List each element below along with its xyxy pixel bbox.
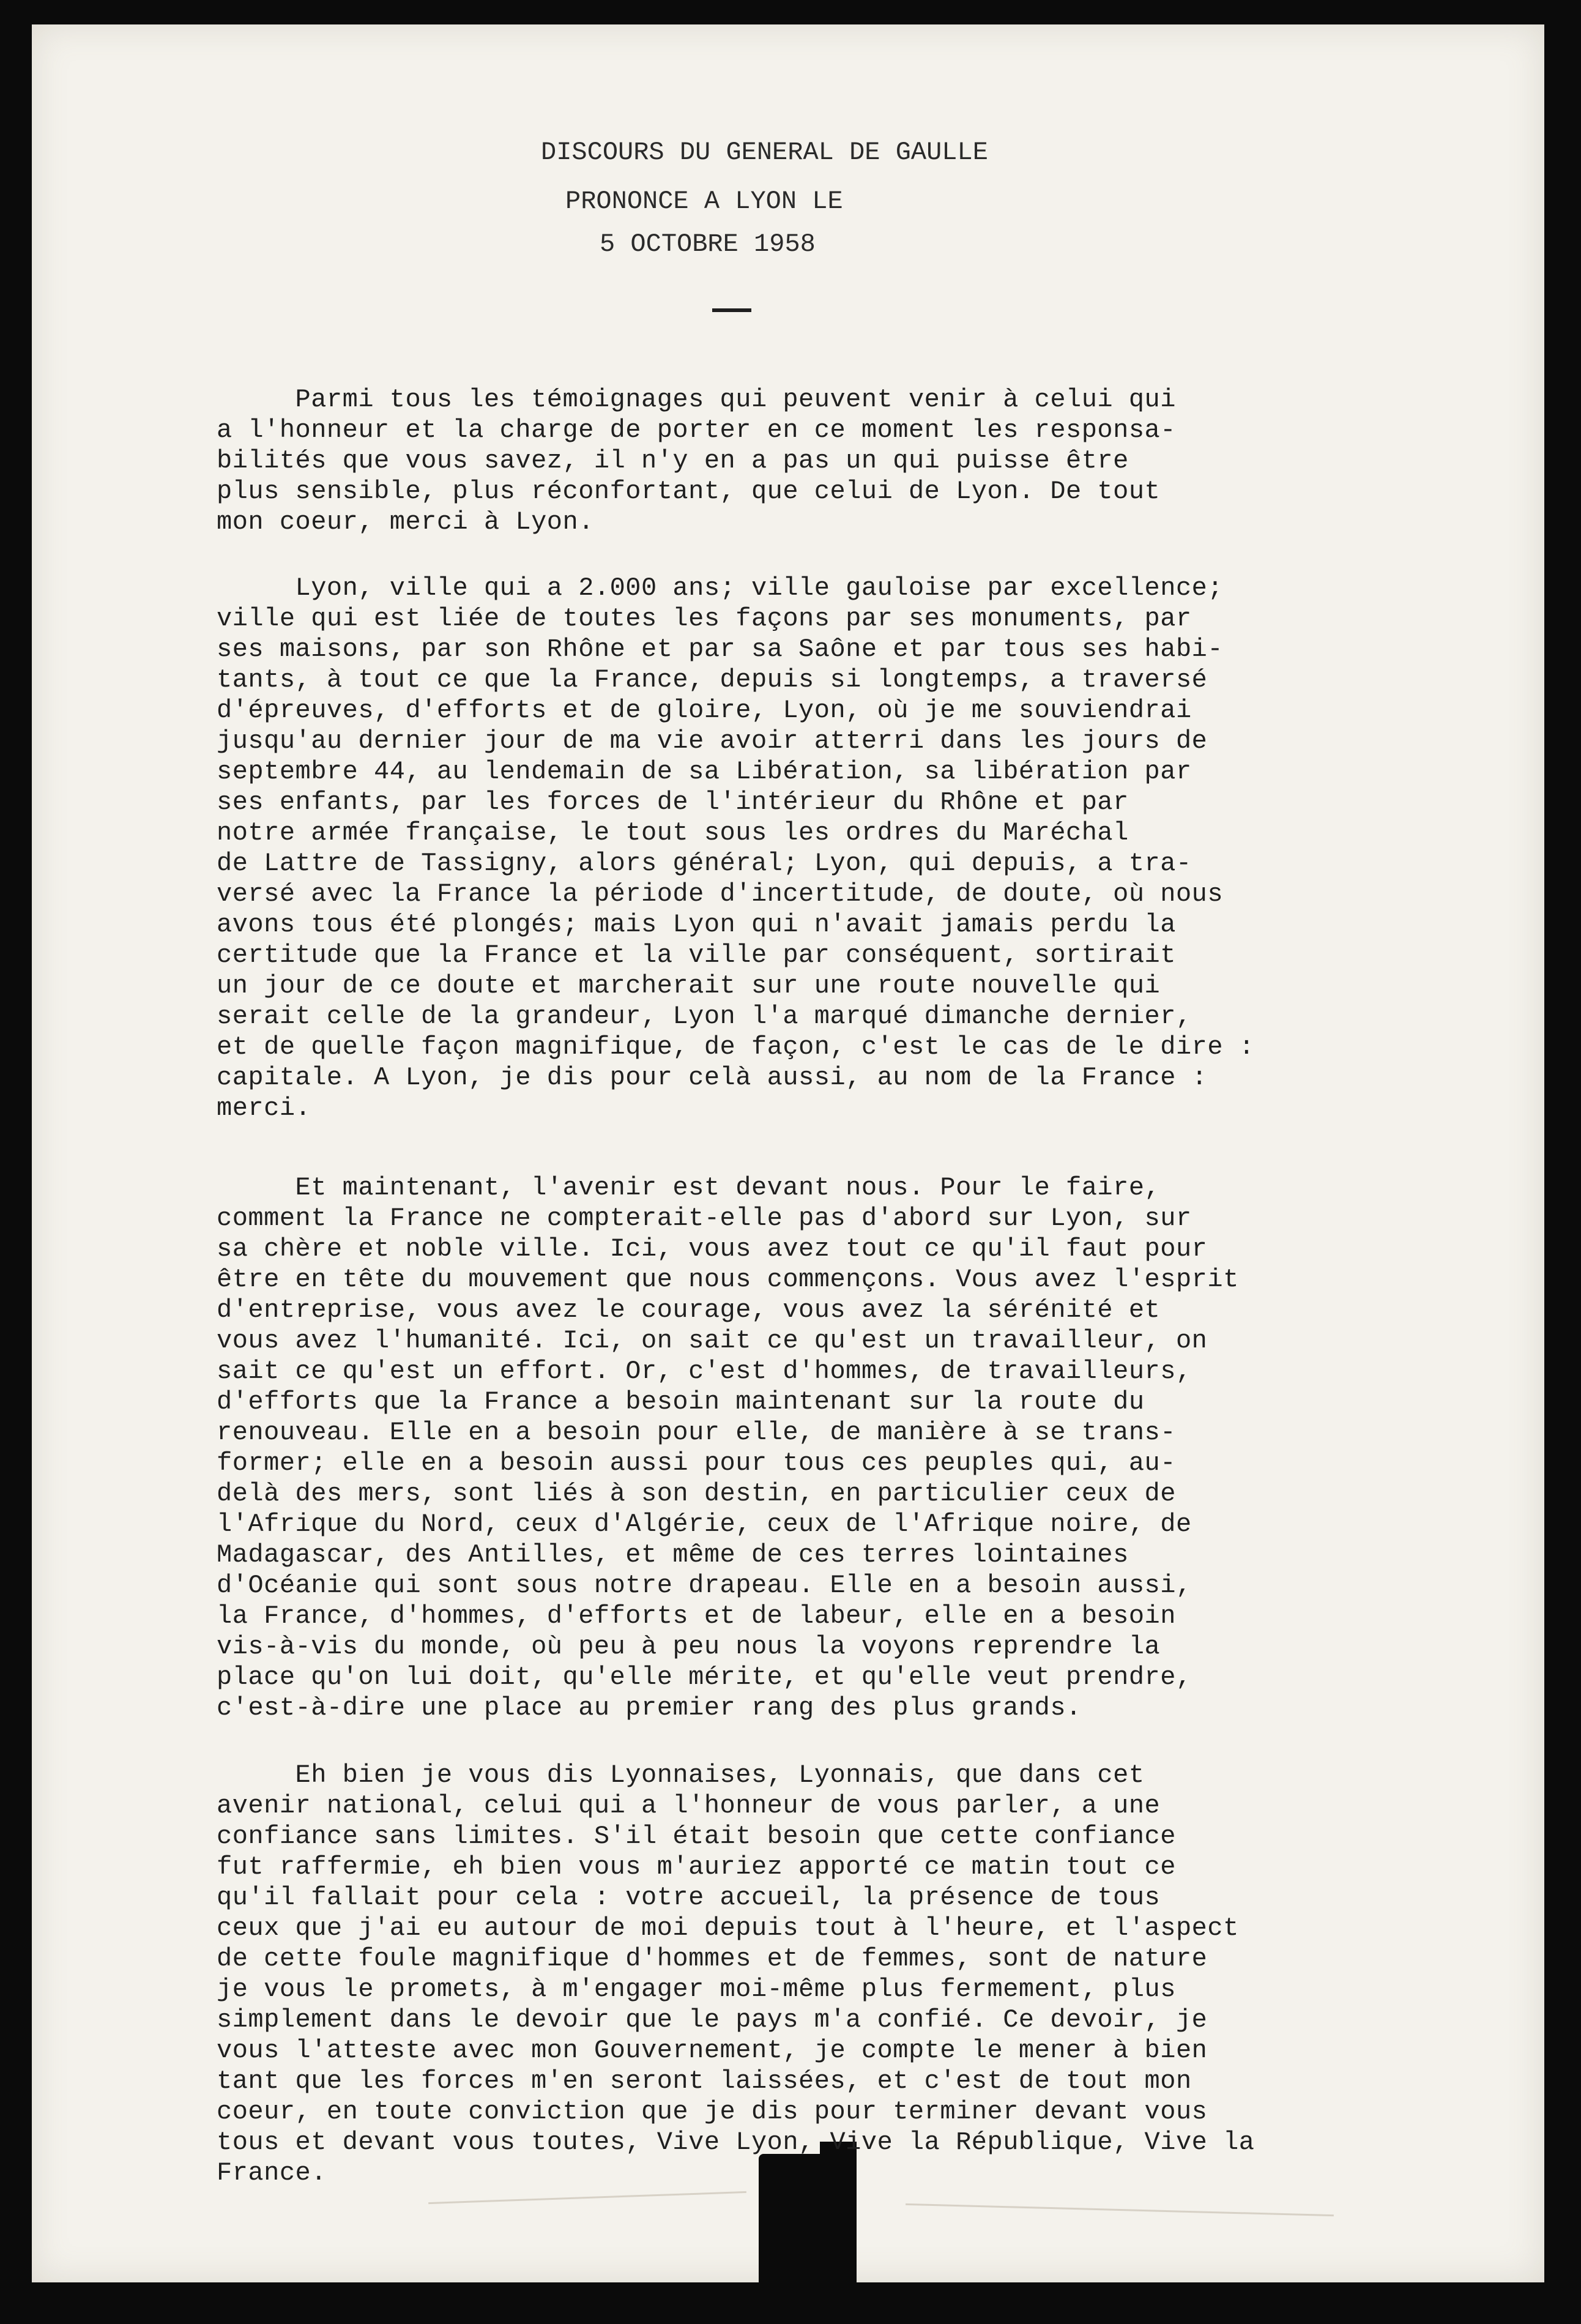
text-line: bilités que vous savez, il n'y en a pas un qui puisse être — [217, 446, 1129, 475]
text-line: ses enfants, par les forces de l'intérieur du Rhône et par — [217, 788, 1129, 817]
text-line: capitale. A Lyon, je dis pour celà aussi, au nom de la France : — [217, 1063, 1208, 1092]
header-line-3: 5 OCTOBRE 1958 — [600, 229, 816, 259]
text-line: sa chère et noble ville. Ici, vous avez tout ce qu'il faut pour — [217, 1234, 1208, 1264]
text-line: d'entreprise, vous avez le courage, vous avez la sérénité et — [217, 1295, 1161, 1325]
text-line: c'est-à-dire une place au premier rang des plus grands. — [217, 1693, 1082, 1723]
text-line: France. — [217, 2158, 327, 2188]
text-line: d'Océanie qui sont sous notre drapeau. Elle en a besoin aussi, — [217, 1571, 1192, 1600]
text-line: d'épreuves, d'efforts et de gloire, Lyon, où je me souviendrai — [217, 696, 1192, 725]
text-line: ses maisons, par son Rhône et par sa Saône et par tous ses habi- — [217, 635, 1224, 664]
header-line-1: DISCOURS DU GENERAL DE GAULLE — [541, 138, 988, 167]
text-line: vous l'atteste avec mon Gouvernement, je compte le mener à bien — [217, 2036, 1208, 2065]
paragraph-2 — [217, 573, 1254, 1123]
text-line: simplement dans le devoir que le pays m'a confié. Ce devoir, je — [217, 2005, 1208, 2035]
text-line: ceux que j'ai eu autour de moi depuis tout à l'heure, et l'aspect — [217, 1913, 1239, 1943]
text-line: notre armée française, le tout sous les ordres du Maréchal — [217, 818, 1129, 847]
text-line: un jour de ce doute et marcherait sur une route nouvelle qui — [217, 971, 1161, 1000]
text-line: Eh bien je vous dis Lyonnaises, Lyonnais, que dans cet — [217, 1760, 1145, 1790]
text-line: former; elle en a besoin aussi pour tous ces peuples qui, au- — [217, 1448, 1176, 1478]
text-line: place qu'on lui doit, qu'elle mérite, et qu'elle veut prendre, — [217, 1663, 1192, 1692]
header-dash — [712, 308, 751, 312]
text-line: de cette foule magnifique d'hommes et de femmes, sont de nature — [217, 1944, 1208, 1973]
header-line-2: PRONONCE A LYON LE — [565, 187, 843, 216]
text-line: a l'honneur et la charge de porter en ce moment les responsa- — [217, 415, 1176, 445]
text-line: merci. — [217, 1093, 311, 1123]
text-line: d'efforts que la France a besoin maintenant sur la route du — [217, 1387, 1145, 1417]
text-line: mon coeur, merci à Lyon. — [217, 507, 594, 537]
text-line: certitude que la France et la ville par conséquent, sortirait — [217, 940, 1176, 970]
text-line: avenir national, celui qui a l'honneur de vous parler, a une — [217, 1791, 1161, 1820]
text-line: tant que les forces m'en seront laissées, et c'est de tout mon — [217, 2066, 1192, 2096]
text-line: plus sensible, plus réconfortant, que celui de Lyon. De tout — [217, 477, 1161, 506]
paragraph-3 — [217, 1172, 1239, 1723]
text-line: septembre 44, au lendemain de sa Libération, sa libération par — [217, 757, 1192, 786]
text-line: Parmi tous les témoignages qui peuvent venir à celui qui — [217, 385, 1176, 414]
text-line: versé avec la France la période d'incertitude, de doute, où nous — [217, 879, 1224, 909]
text-line: delà des mers, sont liés à son destin, en particulier ceux de — [217, 1479, 1176, 1508]
text-line: avons tous été plongés; mais Lyon qui n'avait jamais perdu la — [217, 910, 1176, 939]
paragraph-1 — [217, 384, 1176, 537]
text-line: Madagascar, des Antilles, et même de ces terres lointaines — [217, 1540, 1129, 1570]
text-line: Lyon, ville qui a 2.000 ans; ville gauloise par excellence; — [217, 573, 1224, 603]
text-line: fut raffermie, eh bien vous m'auriez apporté ce matin tout ce — [217, 1852, 1176, 1882]
text-line: être en tête du mouvement que nous commençons. Vous avez l'esprit — [217, 1265, 1239, 1294]
text-line: l'Afrique du Nord, ceux d'Algérie, ceux de l'Afrique noire, de — [217, 1510, 1192, 1539]
text-line: tants, à tout ce que la France, depuis si longtemps, a traversé — [217, 665, 1208, 695]
text-line: vis-à-vis du monde, où peu à peu nous la voyons reprendre la — [217, 1632, 1161, 1661]
text-line: ville qui est liée de toutes les façons par ses monuments, par — [217, 604, 1192, 633]
text-line: renouveau. Elle en a besoin pour elle, de manière à se trans- — [217, 1418, 1176, 1447]
text-line: jusqu'au dernier jour de ma vie avoir atterri dans les jours de — [217, 726, 1208, 756]
text-line: vous avez l'humanité. Ici, on sait ce qu'est un travailleur, on — [217, 1326, 1208, 1355]
text-line: sait ce qu'est un effort. Or, c'est d'hommes, de travailleurs, — [217, 1357, 1192, 1386]
text-line: comment la France ne compterait-elle pas d'abord sur Lyon, sur — [217, 1204, 1192, 1233]
text-line: qu'il fallait pour cela : votre accueil, la présence de tous — [217, 1883, 1161, 1912]
text-line: et de quelle façon magnifique, de façon, c'est le cas de le dire : — [217, 1032, 1255, 1062]
text-line: tous et devant vous toutes, Vive Lyon, Vive la République, Vive la — [217, 2128, 1255, 2157]
text-line: serait celle de la grandeur, Lyon l'a marqué dimanche dernier, — [217, 1002, 1192, 1031]
text-line: Et maintenant, l'avenir est devant nous. Pour le faire, — [217, 1173, 1161, 1202]
paragraph-4 — [217, 1760, 1254, 2188]
text-line: de Lattre de Tassigny, alors général; Lyon, qui depuis, a tra- — [217, 849, 1192, 878]
text-line: coeur, en toute conviction que je dis pour terminer devant vous — [217, 2097, 1208, 2126]
text-line: je vous le promets, à m'engager moi-même plus fermement, plus — [217, 1975, 1176, 2004]
text-line: confiance sans limites. S'il était besoin que cette confiance — [217, 1822, 1176, 1851]
text-line: la France, d'hommes, d'efforts et de labeur, elle en a besoin — [217, 1601, 1176, 1631]
